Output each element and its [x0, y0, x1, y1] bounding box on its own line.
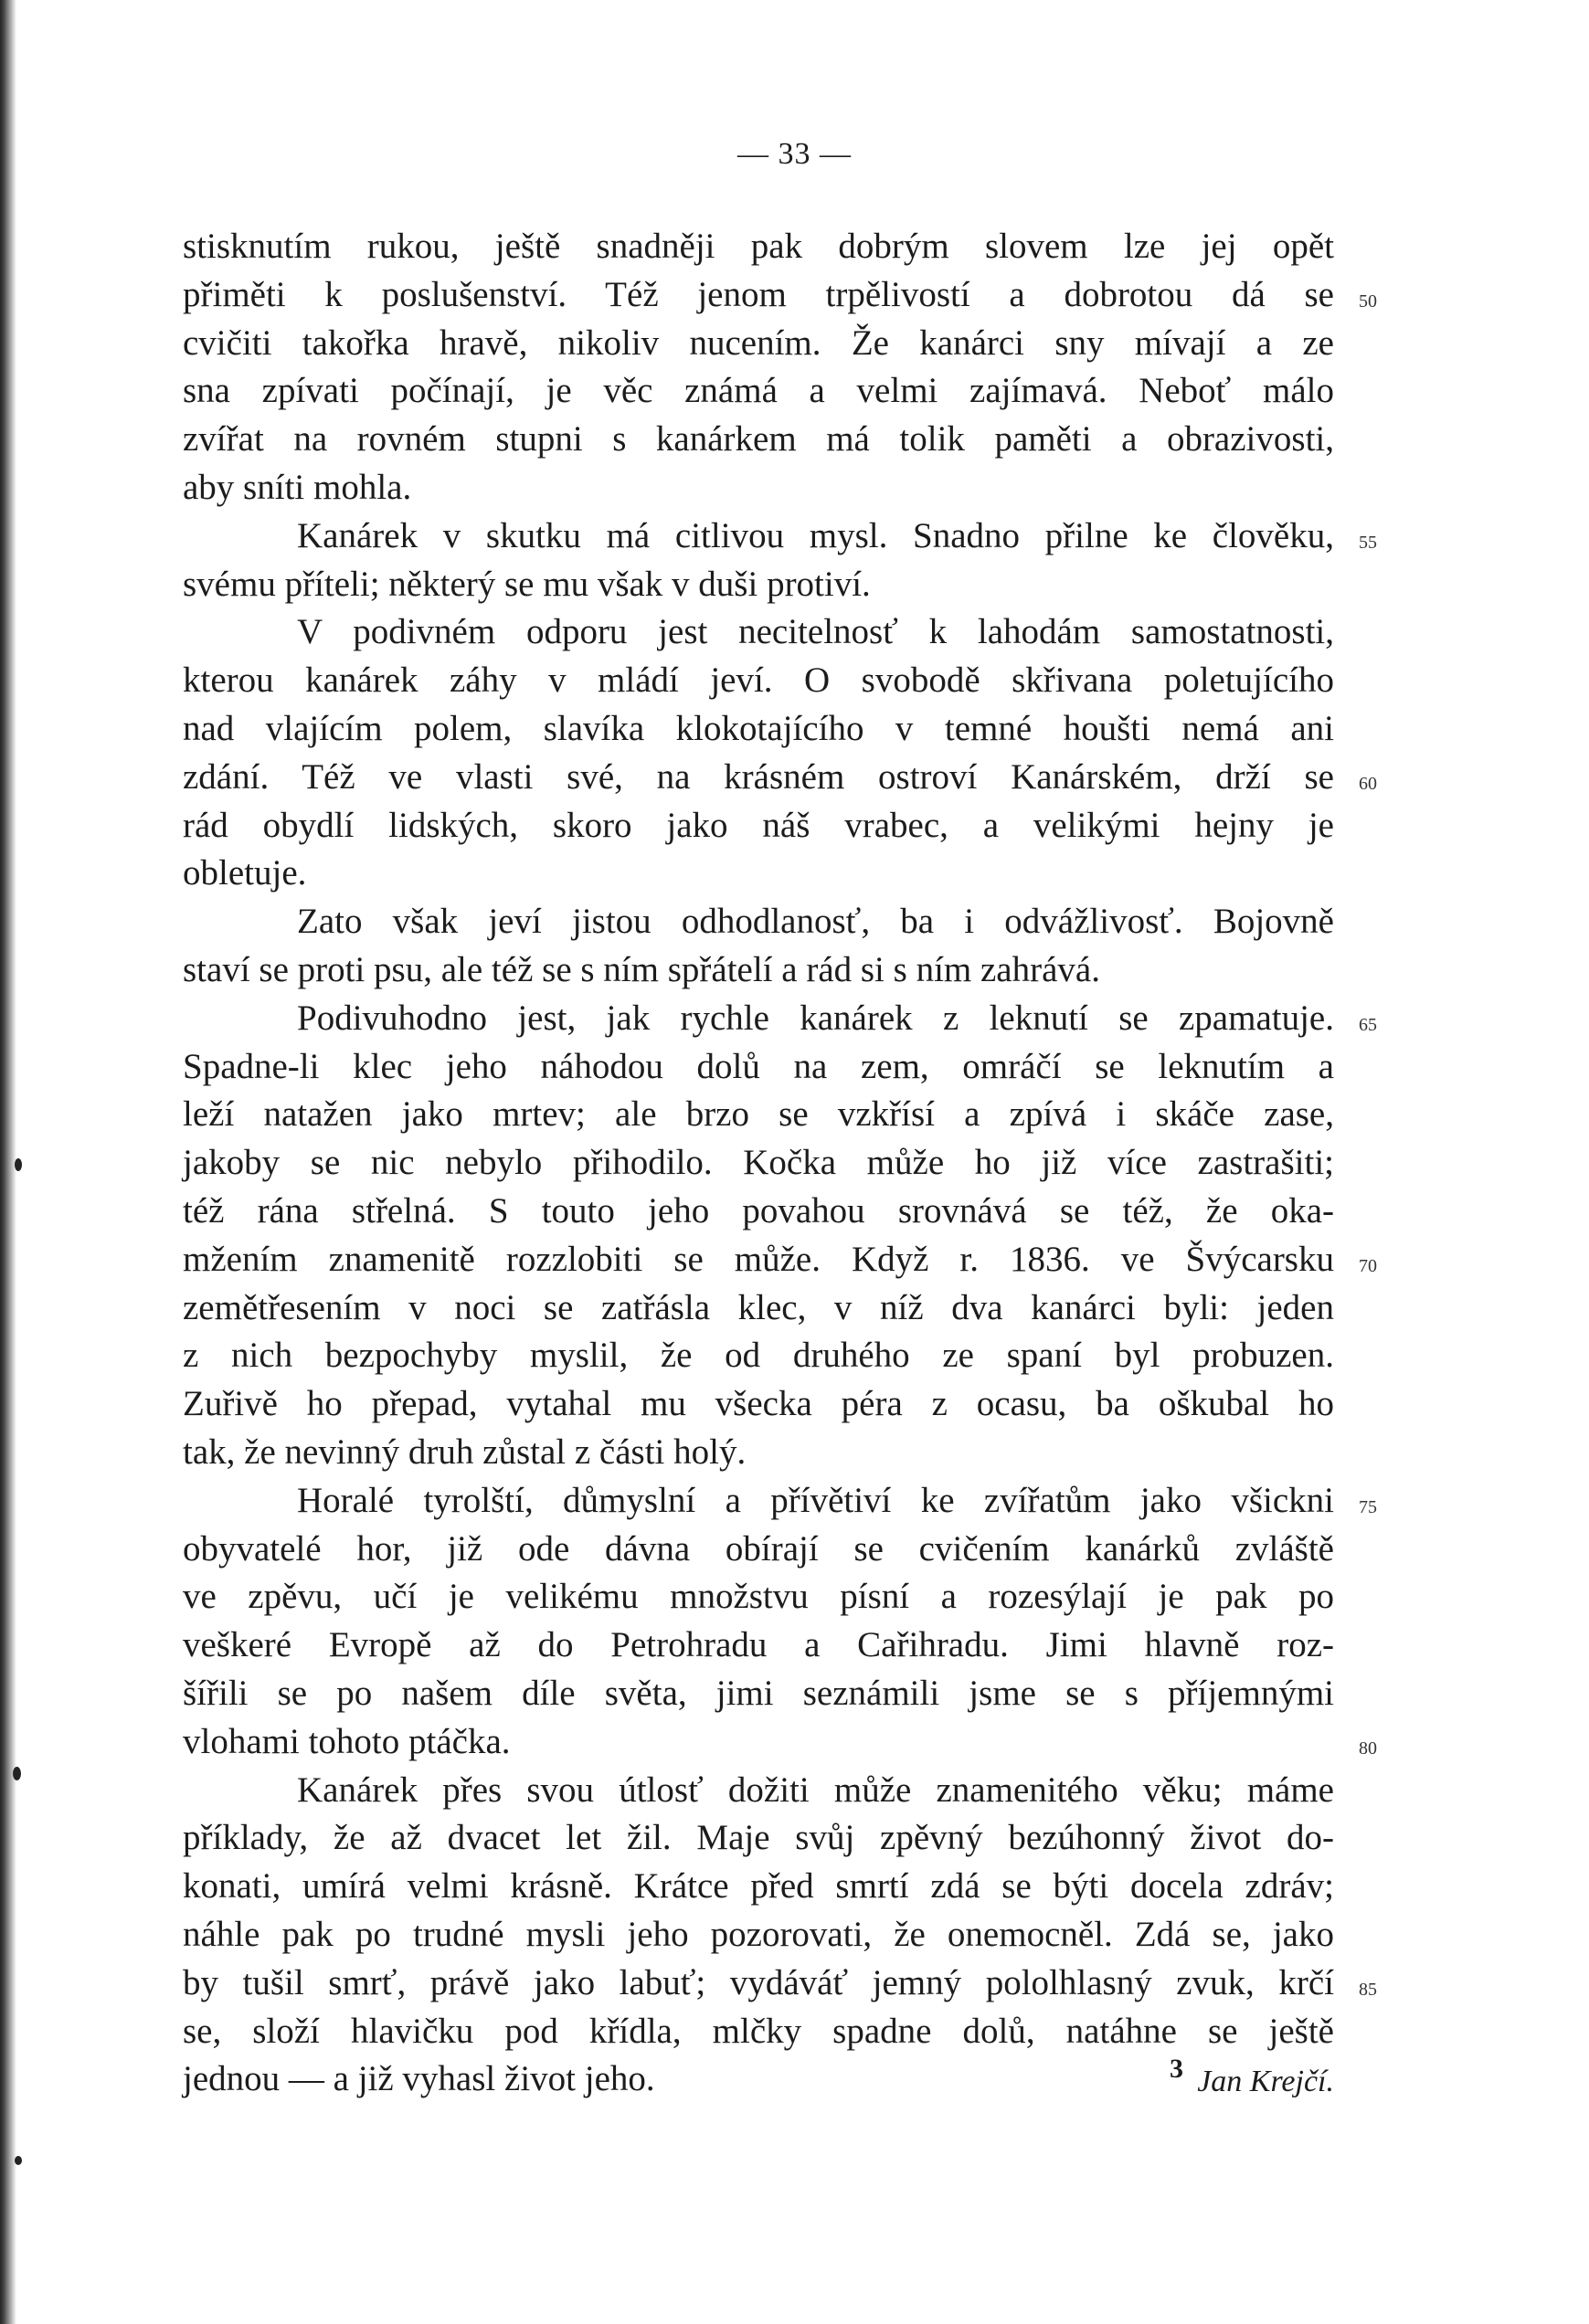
text-line: Zato však jeví jistou odhodlanosť, ba i odvážlivosť. Bojovně — [297, 902, 1334, 942]
ink-spot — [15, 2156, 22, 2165]
line-number: 65 — [1359, 1014, 1377, 1035]
text-line: zemětřesením v noci se zatřásla klec, v níž dva kanárci byli: jeden — [183, 1287, 1334, 1327]
line-number: 60 — [1359, 773, 1377, 794]
ink-spot — [13, 1767, 21, 1780]
text-line: veškeré Evropě až do Petrohradu a Cařihradu. Jimi hlavně roz- — [183, 1625, 1334, 1665]
text-line: Kanárek přes svou útlosť dožiti může znamenitého věku; máme — [297, 1769, 1334, 1810]
text-line: mžením znamenitě rozzlobiti se může. Když r. 1836. ve Švýcarsku — [183, 1239, 1334, 1279]
text-line: Spadne-li klec jeho náhodou dolů na zem, omráčí se leknutím a — [183, 1046, 1334, 1086]
text-line: zdání. Též ve vlasti své, na krásném ostroví Kanárském, drží se — [183, 756, 1334, 797]
line-number: 80 — [1359, 1738, 1377, 1759]
text-line: vlohami tohoto ptáčka. — [183, 1721, 511, 1761]
text-line: by tušil smrť, právě jako labuť; vydáváť jemný pololhlasný zvuk, krčí — [183, 1962, 1334, 2002]
text-line: svému příteli; některý se mu však v duši protiví. — [183, 564, 871, 604]
text-line: Podivuhodno jest, jak rychle kanárek z leknutí se zpamatuje. — [297, 998, 1334, 1038]
text-line: jednou — a již vyhasl život jeho. — [183, 2059, 655, 2099]
text-line: tak, že nevinný druh zůstal z části holý. — [183, 1432, 747, 1472]
text-line: se, složí hlavičku pod křídla, mlčky spadne dolů, natáhne se ještě — [183, 2011, 1334, 2051]
author-signature: Jan Krejčí. — [1197, 2065, 1334, 2099]
text-line: zvířat na rovném stupni s kanárkem má tolik paměti a obrazivosti, — [183, 419, 1334, 460]
text-line: ve zpěvu, učí je velikému množstvu písní a rozesýlají je pak po — [183, 1577, 1334, 1617]
signature-mark: 3 — [1170, 2054, 1183, 2084]
text-line: příklady, že až dvacet let žil. Maje svůj zpěvný bezúhonný život do- — [183, 1818, 1334, 1858]
text-line: obletuje. — [183, 853, 307, 893]
line-number: 50 — [1359, 290, 1377, 312]
text-line: sna zpívati počínají, je věc známá a velmi zajímavá. Neboť málo — [183, 371, 1334, 411]
text-line: jakoby se nic nebylo přihodilo. Kočka může ho již více zastrašiti; — [183, 1143, 1334, 1183]
line-number: 85 — [1359, 1979, 1377, 2000]
text-line: též rána střelná. S touto jeho povahou srovnává se též, že oka- — [183, 1191, 1334, 1231]
ink-spot — [15, 1158, 22, 1171]
text-line: stisknutím rukou, ještě snadněji pak dobrým slovem lze jej opět — [183, 227, 1334, 266]
text-line: z nich bezpochyby myslil, že od druhého ze spaní byl probuzen. — [183, 1336, 1334, 1376]
text-line: nad vlajícím polem, slavíka klokotajícího v temné houšti nemá ani — [183, 709, 1334, 748]
text-line: staví se proti psu, ale též se s ním spřátelí a rád si s ním zahrává. — [183, 950, 1100, 989]
text-line: cvičiti takořka hravě, nikoliv nucením. Že kanárci sny mívají a ze — [183, 322, 1334, 363]
text-line: kterou kanárek záhy v mládí jeví. O svobodě skřivana poletujícího — [183, 660, 1334, 701]
text-line: konati, umírá velmi krásně. Krátce před smrtí zdá se býti docela zdráv; — [183, 1866, 1334, 1907]
page-header: — 33 — — [737, 137, 852, 171]
text-line: přiměti k poslušenství. Též jenom trpělivostí a dobrotou dá se — [183, 274, 1334, 314]
text-line: náhle pak po trudné mysli jeho pozorovati, že onemocněl. Zdá se, jako — [183, 1915, 1334, 1954]
text-line: V podivném odporu jest necitelnosť k lahodám samostatnosti, — [297, 612, 1334, 652]
line-number: 75 — [1359, 1496, 1377, 1517]
text-line: Horalé tyrolští, důmyslní a přívětiví ke zvířatům jako všickni — [297, 1480, 1334, 1520]
text-line: šířili se po našem díle světa, jimi seznámili jsme se s příjemnými — [183, 1674, 1334, 1713]
text-line: Kanárek v skutku má citlivou mysl. Snadno přilne ke člověku, — [297, 515, 1334, 555]
text-line: obyvatelé hor, již ode dávna obírají se cvičením kanárků zvláště — [183, 1528, 1334, 1569]
text-line: Zuřivě ho přepad, vytahal mu všecka péra z ocasu, ba oškubal ho — [183, 1384, 1334, 1424]
line-number: 55 — [1359, 532, 1377, 553]
line-number: 70 — [1359, 1255, 1377, 1276]
text-line: aby sníti mohla. — [183, 468, 412, 507]
text-line: rád obydlí lidských, skoro jako náš vrabec, a velikými hejny je — [183, 805, 1334, 845]
text-line: leží natažen jako mrtev; ale brzo se vzkřísí a zpívá i skáče zase, — [183, 1094, 1334, 1135]
